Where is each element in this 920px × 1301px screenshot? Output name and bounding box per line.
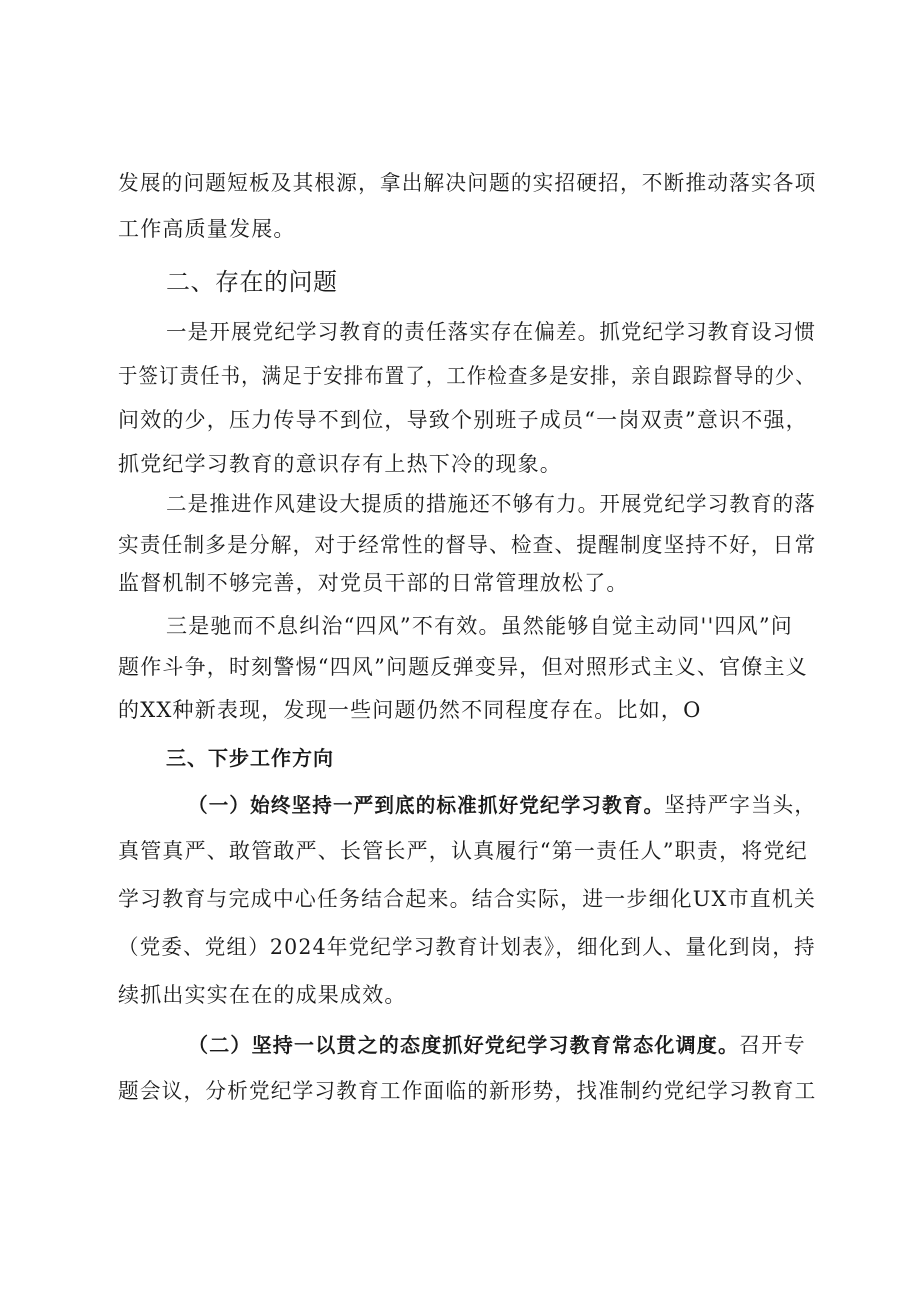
item2-lead-text: 召开专 bbox=[739, 1033, 806, 1057]
problem3-line-1: 三是驰而不息纠治“四风”不有效。虽然能够自觉主动同''四风”问 bbox=[166, 614, 793, 638]
problem3-line-2: 题作斗争，时刻警惕“四风”问题反弹变异，但对照形式主义、官僚主义 bbox=[118, 655, 808, 679]
problem1-line-1: 一是开展党纪学习教育的责任落实存在偏差。抓党纪学习教育设习惯 bbox=[166, 320, 816, 344]
item2-heading: （二）坚持一以贯之的态度抓好党纪学习教育常态化调度。 bbox=[188, 1033, 740, 1057]
item1-line-4: （党委、党组）2024年党纪学习教育计划表》，细化到人、量化到岗，持 bbox=[118, 935, 816, 959]
item1-line-5: 续抓出实实在在的成果成效。 bbox=[118, 983, 407, 1007]
problem1-line-4: 抓党纪学习教育的意识存有上热下冷的现象。 bbox=[118, 452, 562, 476]
item1-line-3: 学习教育与完成中心任务结合起来。结合实际，进一步细化UX市直机关 bbox=[118, 887, 817, 911]
item1-lead-text: 坚持严字当头， bbox=[664, 793, 817, 817]
item1-line-2: 真管真严、敢管敢严、长管长严，认真履行“第一责任人”职责，将党纪 bbox=[118, 839, 808, 863]
section-heading-next-steps: 三、下步工作方向 bbox=[166, 746, 334, 770]
problem3-line-3: 的XX种新表现，发现一些问题仍然不同程度存在。比如，O bbox=[118, 698, 702, 722]
problem1-line-2: 于签订责任书，满足于安排布置了，工作检查多是安排，亲自跟踪督导的少、 bbox=[118, 364, 816, 388]
section-heading-problems: 二、存在的问题 bbox=[166, 268, 338, 296]
item2-line-1 bbox=[188, 1030, 806, 1060]
intro-line-2: 工作高质量发展。 bbox=[118, 217, 296, 241]
intro-line-1: 发展的问题短板及其根源，拿出解决问题的实招硬招，不断推动落实各项 bbox=[118, 171, 817, 195]
problem1-line-3: 问效的少，压力传导不到位，导致个别班子成员“一岗双责”意识不强， bbox=[118, 408, 808, 432]
problem2-line-3: 监督机制不够完善，对党员干部的日常管理放松了。 bbox=[118, 571, 629, 595]
problem2-line-1: 二是推进作风建设大提质的措施还不够有力。开展党纪学习教育的落 bbox=[166, 492, 816, 516]
problem2-line-2: 实责任制多是分解，对于经常性的督导、检查、提醒制度坚持不好，日常 bbox=[118, 533, 817, 557]
item1-heading: （一）始终坚持一严到底的标准抓好党纪学习教育。 bbox=[188, 793, 665, 817]
item2-line-2: 题会议，分析党纪学习教育工作面临的新形势，找准制约党纪学习教育工 bbox=[118, 1079, 817, 1103]
item1-line-1 bbox=[188, 790, 816, 820]
